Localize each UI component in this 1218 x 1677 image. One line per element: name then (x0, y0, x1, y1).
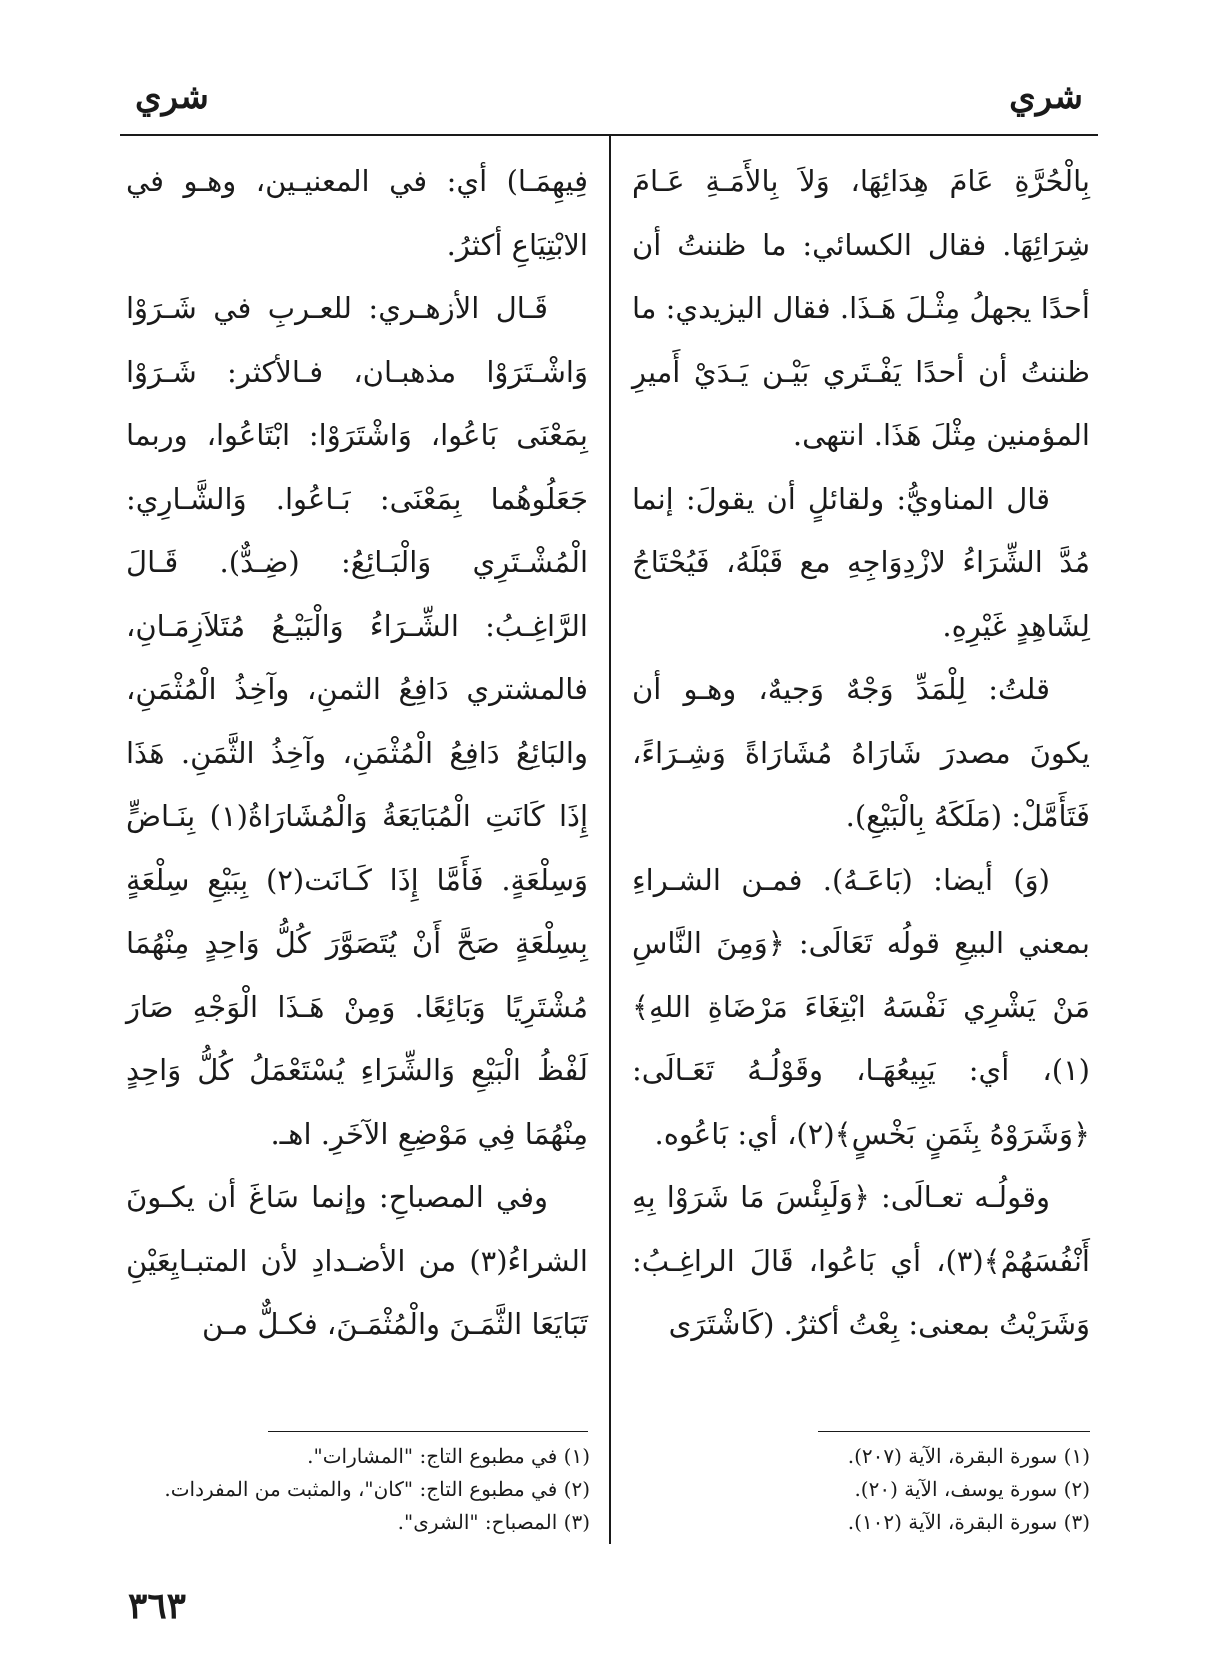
right-paragraph-1: بِالْحُرَّةِ عَامَ هِدَائِهَا، وَلاَ بِالأَمَـةِ عَـامَ شِرَائِهَا. فقال الكسائي: ما ظننتُ أن أحدًا يجهلُ مِثْـلَ هَـذَا. فقال اليزيدي: ما ظننتُ أن أحدًا يَفْـتَري بَيْـن يَـدَيْ أَميرِ المؤمنين مِثْلَ هَذَا. انتهى. (632, 164, 1090, 452)
page-number: ٣٦٣ (128, 1585, 187, 1627)
footnote: (٣) سورة البقرة، الآية (١٠٢). (847, 1510, 1090, 1534)
footnote: (١) سورة البقرة، الآية (٢٠٧). (847, 1444, 1090, 1468)
right-column (632, 150, 1090, 1357)
footnote: (١) في مطبوع التاج: "المشارات". (307, 1444, 590, 1468)
footnote-rule-left (268, 1431, 588, 1432)
right-paragraph-2: قال المناويُّ: ولقائلٍ أن يقولَ: إنما مُدَّ الشِّرَاءُ لازْدِوَاجِهِ مع قَبْلَهُ، فَيُحْتَاجُ لِشَاهِدٍ غَيْرِهِ. (632, 481, 1090, 643)
left-paragraph-3: وفي المصباحِ: وإنما سَاغَ أن يكـونَ الشراءُ(٣) من الأضـدادِ لأن المتبـايِعَيْنِ تَبَايَعَا الثَّمَـنَ والْمُثْمَـنَ، فكـلٌّ مـن (126, 1180, 588, 1341)
right-paragraph-5: وقولُـه تعـالَى: ﴿وَلَبِئْسَ مَا شَرَوْا بِهِ أَنْفُسَهُمْ﴾(٣)، أي بَاعُوا، قَالَ الراغِـبُ: وَشَرَيْتُ بمعنى: بِعْتُ أكثرُ. (كَاشْتَرَى (632, 1180, 1090, 1341)
footnote: (٢) سورة يوسف، الآية (٢٠). (854, 1477, 1090, 1501)
footnote: (٣) المصباح: "الشرى". (397, 1510, 590, 1534)
left-paragraph-1: فِيهِمَـا) أي: في المعنيـين، وهـو في الابْتِيَاعِ أكثرُ. (126, 164, 588, 262)
running-head-right: شري (1009, 77, 1083, 117)
footnotes-right (650, 1440, 1090, 1539)
running-head-left: شري (135, 77, 209, 117)
footnote-rule-right (818, 1431, 1090, 1432)
right-paragraph-3: قلتُ: لِلْمَدِّ وَجْهٌ وَجيهٌ، وهـو أن يكونَ مصدرَ شَارَاهُ مُشَارَاةً وَشِـرَاءً، فَتَأَمَّلْ: (مَلَكَهُ بِالْبَيْعِ). (632, 672, 1090, 833)
footnote: (٢) في مطبوع التاج: "كان"، والمثبت من المفردات. (164, 1477, 590, 1501)
left-column (126, 150, 588, 1357)
right-paragraph-4: (وَ) أيضا: (بَاعَـهُ). فمـن الشـراءِ بمعني البيعِ قولُه تَعَالَى: ﴿وَمِنَ النَّاسِ مَنْ يَشْرِي نَفْسَهُ ابْتِغَاءَ مَرْضَاةِ اللهِ﴾(١)، أي: يَبِيعُهَـا، وقَوْلُـهُ تَعَـالَى: ﴿وَشَرَوْهُ بِثَمَنٍ بَخْسٍ﴾(٢)، أي: بَاعُوه. (632, 862, 1090, 1151)
footnotes-left (130, 1440, 590, 1539)
left-paragraph-2: قَـال الأزهـري: للعـربِ في شَـرَوْا وَاشْـتَرَوْا مذهبـان، فـالأكثر: شَـرَوْا بِمَعْنَى بَاعُوا، وَاشْتَرَوْا: ابْتَاعُوا، وربما جَعَلُوهُما بِمَعْنَى: بَـاعُوا. وَالشَّـارِي: الْمُشْـتَرِي وَالْبَـائِعُ: (ضِـدٌّ). قَـالَ الرَّاغِـبُ: الشِّـرَاءُ وَالْبَيْـعُ مُتَلاَزِمَـانِ، فالمشتري دَافِعُ الثمنِ، وآخِذُ الْمُثْمَنِ، والبَائِعُ دَافِعُ الْمُثْمَنِ، وآخِذُ الثَّمَنِ. هَذَا إِذَا كَانَتِ الْمُبَايَعَةُ وَالْمُشَارَاةُ(١) بِنَـاضٍّ وَسِلْعَةٍ. فَأَمَّا إِذَا كَـانَت(٢) بِبَيْعِ سِلْعَةٍ بِسِلْعَةٍ صَحَّ أَنْ يُتَصَوَّرَ كُلُّ وَاحِدٍ مِنْهُمَا مُشْتَرِيًا وَبَائِعًا. وَمِنْ هَـذَا الْوَجْهِ صَارَ لَفْظُ الْبَيْعِ وَالشِّرَاءِ يُسْتَعْمَلُ كُلُّ وَاحِدٍ مِنْهُمَا فِي مَوْضِعِ الآخَرِ. اهـ. (126, 291, 588, 1151)
column-divider (609, 134, 611, 1544)
